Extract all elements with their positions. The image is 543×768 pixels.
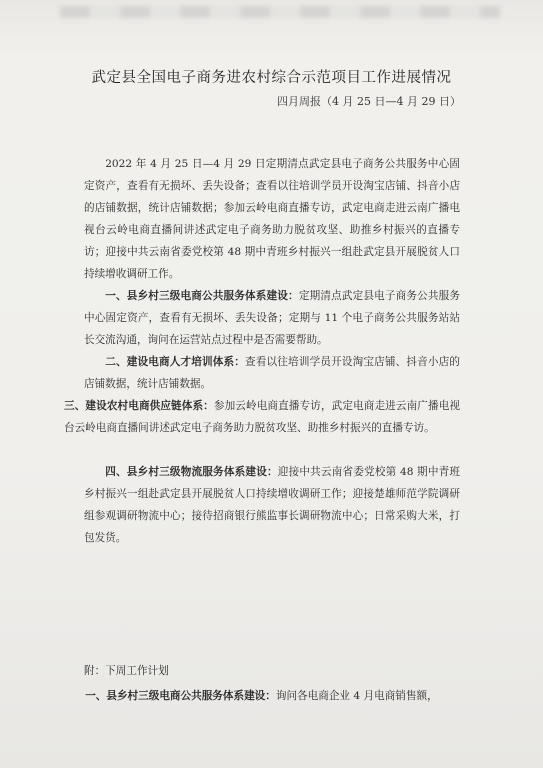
intro-paragraph: 2022 年 4 月 25 日—4 月 29 日定期清点武定县电子商务公共服务中心固定资产，查看有无损坏、丢失设备；查看以往培训学员开设淘宝店铺、抖音小店的店铺数据，统计店铺数据；参加云岭电商直播专访，武定电商走进云南广播电视台云岭电商直播间讲述武定电子商务助力脱贫攻坚、助推乡村振兴的直播专访；迎接中共云南省委党校第 48 期中青班乡村振兴一组赴武定县开展脱贫人口持续增收调研工作。 <box>84 158 460 280</box>
section-4-heading: 四、县乡村三级物流服务体系建设： <box>105 466 278 478</box>
plan-title: 附：下周工作计划 <box>84 665 169 677</box>
section-4 <box>84 461 460 549</box>
section-1 <box>84 285 460 351</box>
document-title: 武定县全国电子商务进农村综合示范项目工作进展情况 <box>91 70 452 86</box>
scan-smudge <box>60 6 500 18</box>
plan-item-1-heading: 一、县乡村三级电商公共服务体系建设： <box>85 690 276 702</box>
section-2-heading: 二、建设电商人才培训体系： <box>105 356 246 368</box>
plan-item-1 <box>64 685 460 707</box>
section-3 <box>64 395 460 439</box>
plan-item-1-body: 询问各电商企业 4 月电商销售额， <box>275 690 438 702</box>
section-3-body: 参加云岭电商直播专访，武定电商走进云南广播电视台云岭电商直播间讲述武定电子商务助力脱贫攻坚、助推乡村振兴的直播专访。 <box>64 400 461 434</box>
document-subtitle: 四月周报（4 月 25 日—4 月 29 日） <box>277 95 461 108</box>
section-1-heading: 一、县乡村三级电商公共服务体系建设： <box>105 290 299 302</box>
section-3-heading: 三、建设农村电商供应链体系： <box>64 400 214 412</box>
section-4-body: 迎接中共云南省委党校第 48 期中青班乡村振兴一组赴武定县开展脱贫人口持续增收调研工作；迎接楚雄师范学院调研组参观调研物流中心；接待招商银行熊监事长调研物流中心；日常采购大米，打包发货。 <box>84 466 460 544</box>
section-1-body: 定期清点武定县电子商务公共服务中心固定资产，查看有无损坏、丢失设备；定期与 11 个电子商务公共服务站站长交流沟通，询问在运营站点过程中是否需要帮助。 <box>84 290 461 346</box>
section-2 <box>84 351 460 395</box>
section-2-body: 查看以往培训学员开设淘宝店铺、抖音小店的店铺数据，统计店铺数据。 <box>84 356 461 390</box>
